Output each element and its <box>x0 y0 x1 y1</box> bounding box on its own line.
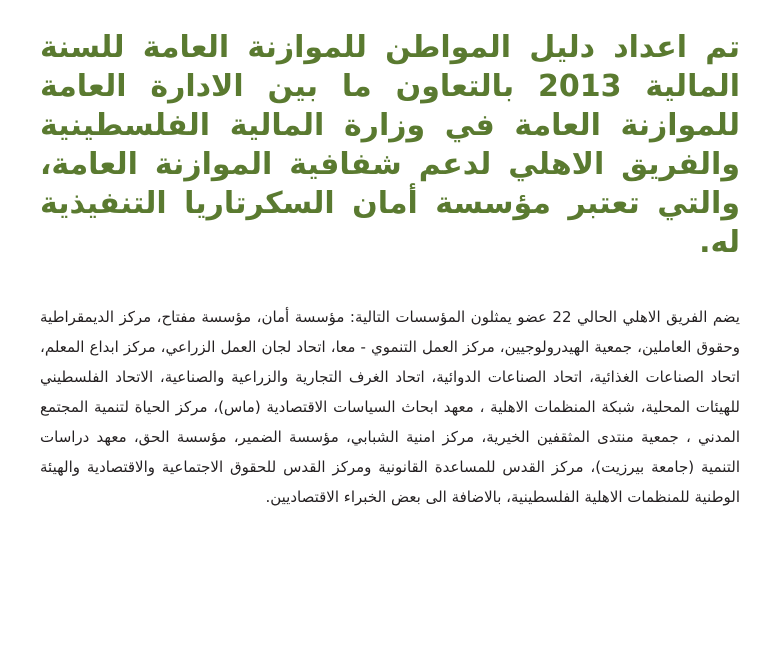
headline: تم اعداد دليل المواطن للموازنة العامة للسنة المالية 2013 بالتعاون ما بين الادارة العامة للموازنة العامة في وزارة المالية الفلسطينية والفريق الاهلي لدعم شفافية الموازنة العامة، والتي تعتبر مؤسسة أمان السكرتاريا التنفيذية له. <box>40 30 741 260</box>
body-paragraph: يضم الفريق الاهلي الحالي 22 عضو يمثلون المؤسسات التالية: مؤسسة أمان، مؤسسة مفتاح، مركز الديمقراطية وحقوق العاملين، جمعية الهيدرولوجيين، مركز العمل التنموي - معا، اتحاد لجان العمل الزراعي، مركز ابداع المعلم، اتحاد الصناعات الغذائية، اتحاد الصناعات الدوائية، اتحاد الغرف التجارية والزراعية والصناعية، الاتحاد الفلسطيني للهيئات المحلية، شبكة المنظمات الاهلية ، معهد ابحاث السياسات الاقتصادية (ماس)، مركز الحياة لتنمية المجتمع المدني ، جمعية منتدى المثقفين الخيرية، مركز امنية الشبابي، مؤسسة الضمير، مؤسسة الحق، معهد دراسات التنمية (جامعة بيرزيت)، مركز القدس للمساعدة القانونية ومركز القدس للحقوق الاجتماعية والاقتصادية والهيئة الوطنية للمنظمات الاهلية الفلسطينية، بالاضافة الى بعض الخبراء الاقتصاديين. <box>40 308 740 506</box>
document-page <box>40 28 740 512</box>
